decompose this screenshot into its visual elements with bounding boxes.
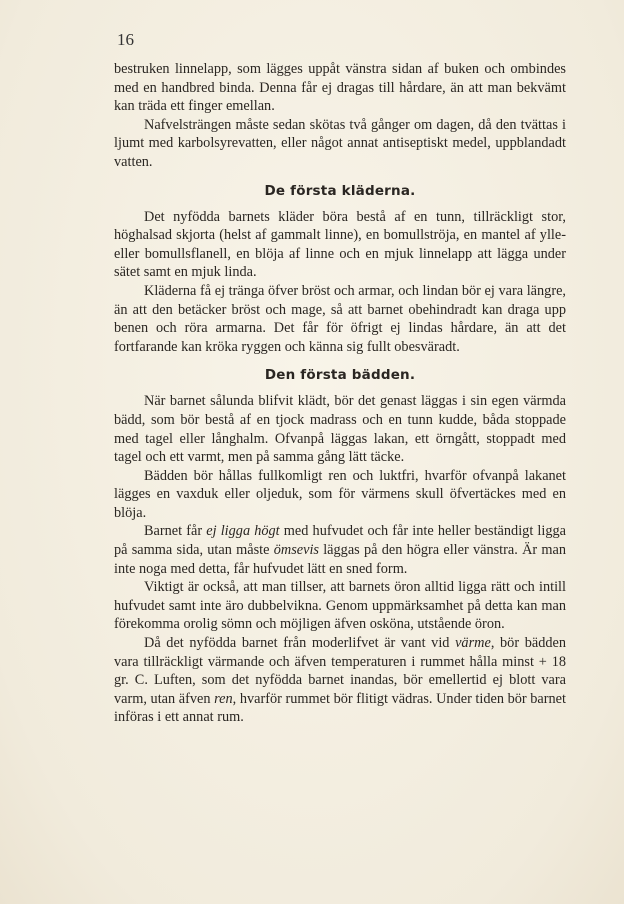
bed-paragraph-4: Viktigt är också, att man tillser, att barnets öron alltid ligga rätt och intill hufvudet samt inte äro dubbelvikna. Genom uppmärksamhet på detta kan man förekomma orolig sömn och möjligen äfven osköna, utstående öron. — [114, 579, 566, 633]
page-number: 16 — [117, 30, 134, 49]
section-heading-first-clothes: De första kläderna. — [264, 182, 416, 199]
emphasis-text: ren — [214, 690, 233, 707]
page-body — [114, 60, 566, 727]
text-run: , bör bädden vara tillräckligt värmande och äfven temperaturen i rummet hålla minst + 18 gr. C. Luften, som det nyfödda barnet inandas, bör emellertid ej blott vara varm, utan äfven — [114, 635, 566, 707]
emphasis-text: ej ligga högt — [206, 523, 280, 540]
bed-paragraph-3 — [114, 522, 566, 578]
bed-paragraph-5 — [114, 634, 566, 727]
text-run: läggas på den högra eller vänstra. Är man inte noga med detta, får hufvudet lätt en sned form. — [114, 542, 566, 577]
section-heading-first-bed: Den första bädden. — [264, 367, 416, 384]
bed-paragraph-2: Bädden bör hållas fullkomligt ren och luktfri, hvarför ofvanpå lakanet lägges en vaxduk eller oljeduk, som för värmens skull öfvertäckes med en blöja. — [114, 467, 566, 521]
emphasis-text: värme — [455, 635, 491, 652]
emphasis-text: ömsevis — [273, 542, 319, 559]
intro-paragraph-1: bestruken linnelapp, som lägges uppåt vänstra sidan af buken och ombindes med en handbred binda. Denna får ej dragas till hårdare, än att man bekvämt kan träda ett finger emellan. — [114, 61, 566, 115]
clothes-paragraph-2: Kläderna få ej tränga öfver bröst och armar, och lindan bör ej vara längre, än att den betäcker bröst och mage, så att barnet obehindradt kan draga upp benen och röra armarna. Det får för öfrigt ej lindas hårdare, än att det fortfarande kan kröka ryggen och känna sig fullt obesväradt. — [114, 282, 566, 355]
text-run: Barnet får — [144, 523, 207, 540]
text-run: , hvarför rummet bör flitigt vädras. Under tiden bör barnet införas i ett annat rum. — [114, 690, 566, 726]
text-run: med hufvudet och får inte heller beständigt ligga på samma sida, utan måste — [114, 523, 567, 559]
bed-paragraph-1: När barnet sålunda blifvit klädt, bör det genast läggas i sin egen värmda bädd, som bör bestå af en tjock madrass och en tunn kudde, båda stoppade med tagel eller långhalm. Ofvanpå läggas lakan, ett örngått, stoppadt med tagel och ett varmt, men på samma gång lätt täcke. — [114, 393, 566, 466]
text-run: Då det nyfödda barnet från moderlifvet är vant vid — [144, 635, 456, 652]
clothes-paragraph-1: Det nyfödda barnets kläder böra bestå af en tunn, tillräckligt stor, höghalsad skjorta (helst af gammalt linne), en bomullströja, en mantel af ylle- eller bomullsflanell, en blöja af linne och en mjuk linnelapp att lägga under sätet samt en mjuk linda. — [114, 208, 566, 281]
intro-paragraph-2: Nafvelsträngen måste sedan skötas två gånger om dagen, då den tvättas i ljumt med karbolsyrevatten, eller något annat antiseptiskt medel, uppblandadt vatten. — [114, 116, 566, 170]
